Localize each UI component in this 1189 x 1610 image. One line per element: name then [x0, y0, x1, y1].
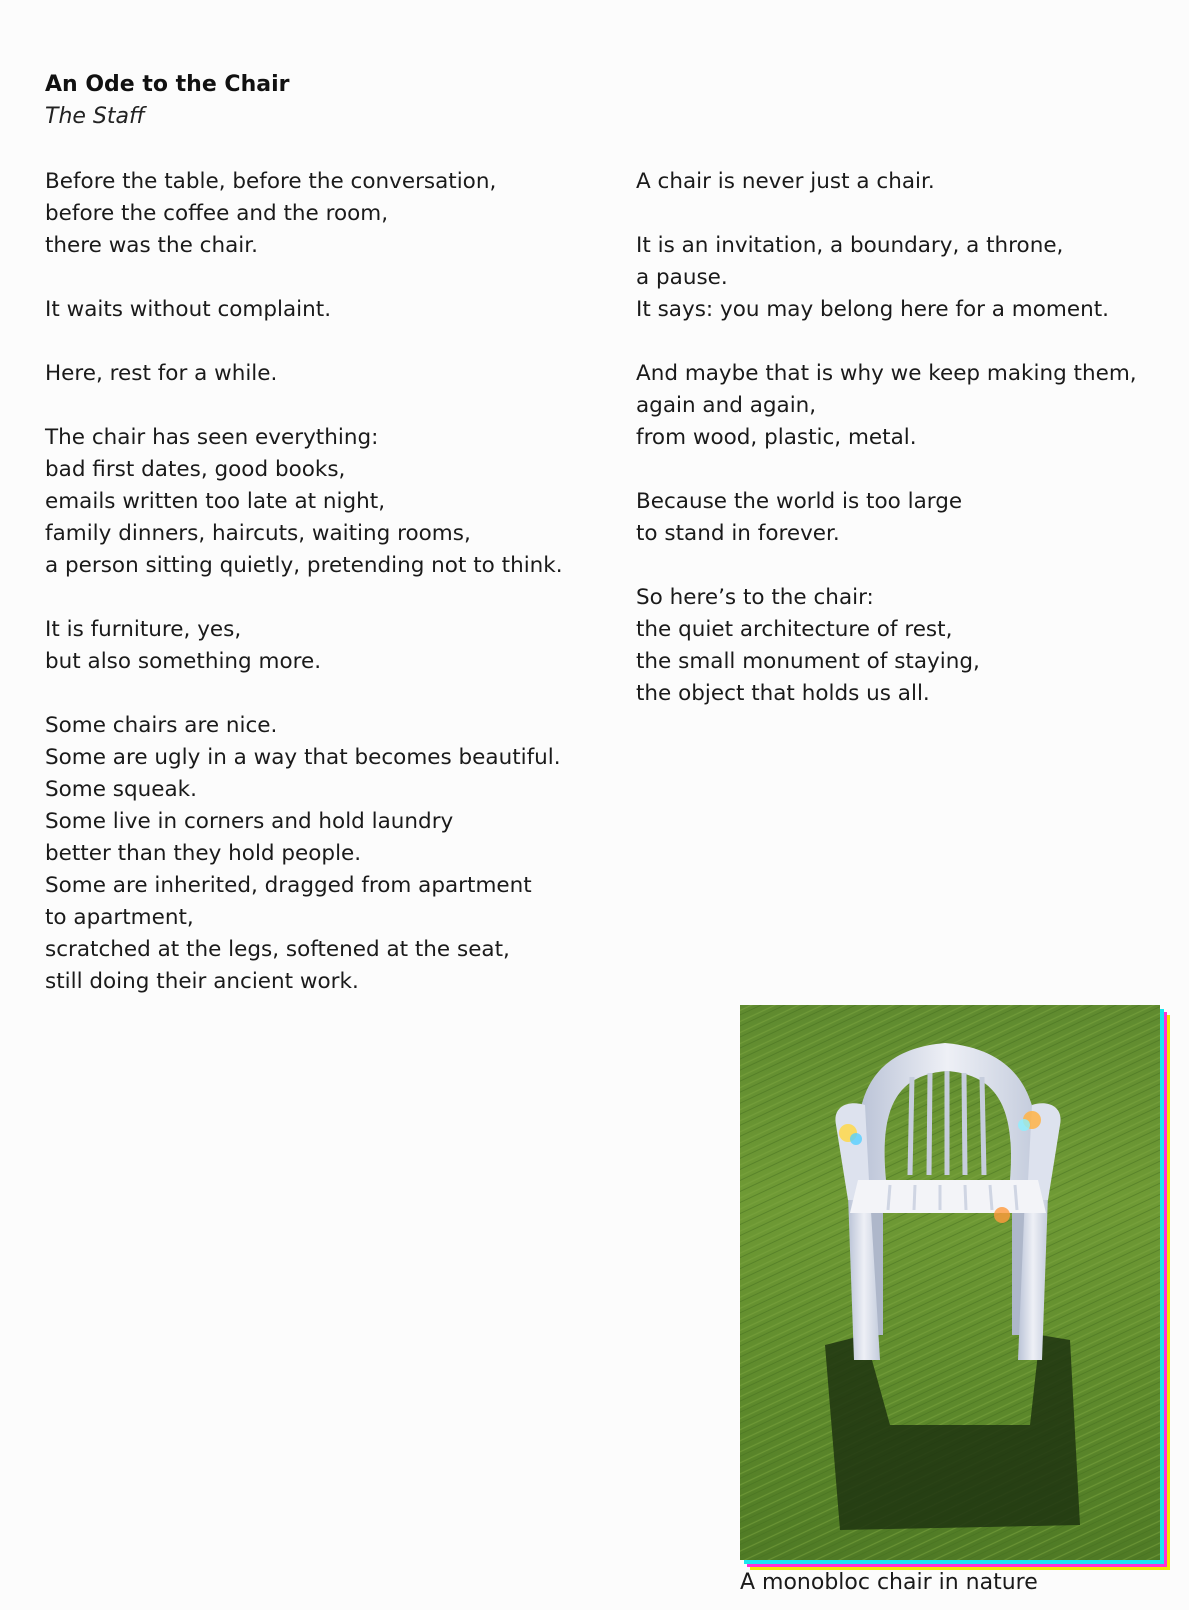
poem-line: So here’s to the chair:: [636, 585, 874, 610]
poem-line: to apartment,: [45, 905, 194, 930]
poem-line: bad first dates, good books,: [45, 457, 346, 482]
poem-column-left: [45, 166, 615, 1030]
poem-line: emails written too late at night,: [45, 489, 386, 514]
right-stanza: [636, 358, 1176, 454]
poem-line: Some are ugly in a way that becomes beautiful.: [45, 745, 561, 770]
poem-line: The chair has seen everything:: [45, 425, 379, 450]
poem-line: the quiet architecture of rest,: [636, 617, 953, 642]
poem-line: the small monument of staying,: [636, 649, 980, 674]
poem-author: The Staff: [45, 104, 145, 129]
poem-line: And maybe that is why we keep making them,: [636, 361, 1137, 386]
poem-title: An Ode to the Chair: [45, 72, 290, 97]
poem-line: before the coffee and the room,: [45, 201, 389, 226]
poem-column-right: [636, 166, 1176, 742]
left-stanza: [45, 710, 615, 998]
poem-line: the object that holds us all.: [636, 681, 930, 706]
left-stanza: [45, 614, 615, 678]
prism-highlight-seat: [994, 1207, 1010, 1223]
right-stanza: [636, 486, 1176, 550]
poem-line: It is an invitation, a boundary, a throne,: [636, 233, 1064, 258]
poem-line: from wood, plastic, metal.: [636, 425, 917, 450]
right-stanza: [636, 230, 1176, 326]
left-stanza: [45, 422, 615, 582]
right-stanza: [636, 582, 1176, 710]
poem-line: Some squeak.: [45, 777, 197, 802]
figure: [740, 1005, 1160, 1560]
poem-line: to stand in forever.: [636, 521, 840, 546]
poem-line: family dinners, haircuts, waiting rooms,: [45, 521, 471, 546]
poem-line: It is furniture, yes,: [45, 617, 242, 642]
left-stanza: [45, 294, 615, 326]
poem-line: but also something more.: [45, 649, 322, 674]
poem-line: A chair is never just a chair.: [636, 169, 935, 194]
poem-line: again and again,: [636, 393, 817, 418]
poem-line: a person sitting quietly, pretending not to think.: [45, 553, 563, 578]
chair-photo: [740, 1005, 1160, 1560]
poem-line: It waits without complaint.: [45, 297, 332, 322]
poem-line: still doing their ancient work.: [45, 969, 359, 994]
poem-line: Here, rest for a while.: [45, 361, 278, 386]
poem-line: better than they hold people.: [45, 841, 362, 866]
chair-photo-illustration: [740, 1005, 1160, 1560]
poem-line: scratched at the legs, softened at the seat,: [45, 937, 510, 962]
poem-line: Some are inherited, dragged from apartment: [45, 873, 532, 898]
poem-line: Some live in corners and hold laundry: [45, 809, 454, 834]
poem-line: It says: you may belong here for a moment.: [636, 297, 1109, 322]
poem-line: Before the table, before the conversation,: [45, 169, 497, 194]
figure-caption: A monobloc chair in nature: [740, 1570, 1038, 1595]
left-stanza: [45, 166, 615, 262]
right-stanza: [636, 166, 1176, 198]
poem-line: a pause.: [636, 265, 728, 290]
poem-line: Because the world is too large: [636, 489, 963, 514]
poem-line: Some chairs are nice.: [45, 713, 278, 738]
left-stanza: [45, 358, 615, 390]
poem-line: there was the chair.: [45, 233, 258, 258]
